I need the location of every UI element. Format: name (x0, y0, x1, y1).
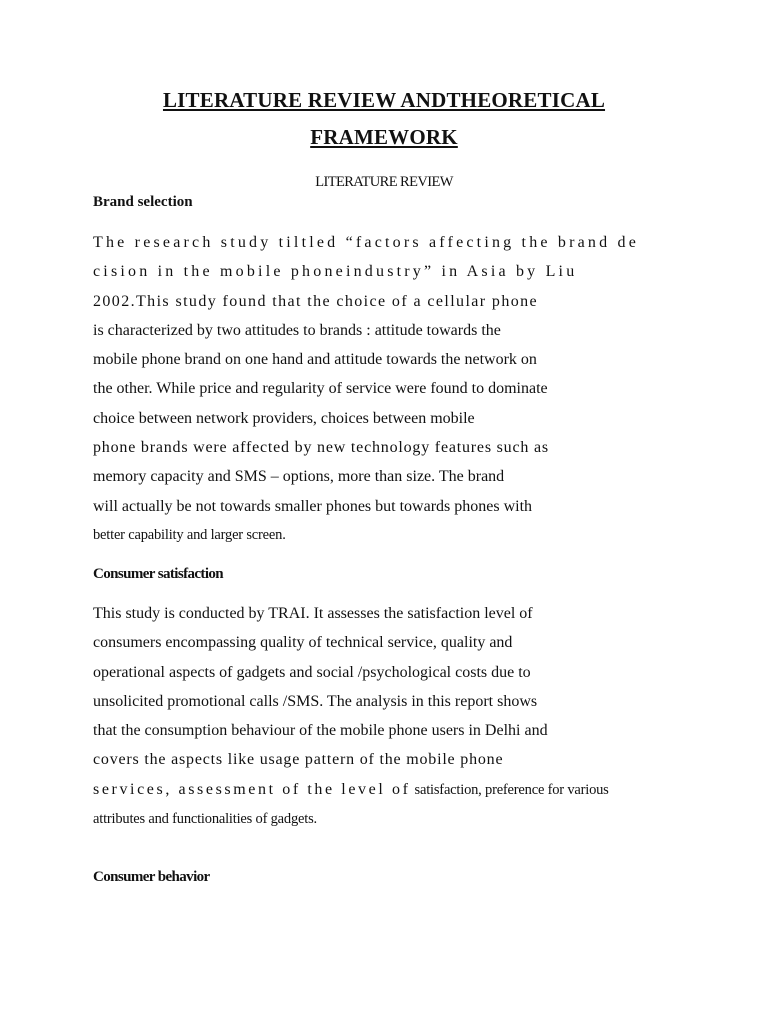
text-line: better capability and larger screen. (93, 526, 286, 543)
text-line: choice between network providers, choices between mobile (93, 409, 475, 427)
paragraph-brand-selection (93, 228, 693, 550)
text-line: attributes and functionalities of gadgets. (93, 811, 317, 828)
text-line: will actually be not towards smaller phones but towards phones with (93, 497, 533, 515)
heading-brand-selection: Brand selection (93, 194, 193, 210)
text-line: unsolicited promotional calls /SMS. The analysis in this report shows (93, 692, 538, 710)
heading-consumer-behavior: Consumer behavior (93, 869, 210, 885)
text-line (93, 775, 693, 805)
text-line: is characterized by two attitudes to brands : attitude towards the (93, 321, 501, 339)
text-line-segment: services, assessment of the level of (93, 780, 411, 798)
section-subtitle: LITERATURE REVIEW (315, 174, 453, 190)
text-line: cision in the mobile phoneindustry” in Asia by Liu (93, 263, 578, 281)
text-line-segment: satisfaction, preference for various (414, 781, 609, 798)
text-line: memory capacity and SMS – options, more than size. The brand (93, 468, 505, 486)
text-line: 2002.This study found that the choice of a cellular phone (93, 292, 539, 310)
text-line: consumers encompassing quality of technical service, quality and (93, 634, 513, 652)
text-line: This study is conducted by TRAI. It assesses the satisfaction level of (93, 605, 533, 622)
text-line: operational aspects of gadgets and social /psychological costs due to (93, 663, 531, 681)
text-line: The research study tiltled “factors affecting the brand de (93, 234, 640, 251)
paragraph-consumer-satisfaction (93, 599, 693, 834)
document-title-line-2: FRAMEWORK (310, 125, 458, 149)
text-line: mobile phone brand on one hand and attitude towards the network on (93, 351, 537, 369)
text-line: that the consumption behaviour of the mobile phone users in Delhi and (93, 722, 548, 740)
heading-consumer-satisfaction: Consumer satisfaction (93, 566, 224, 582)
text-line: covers the aspects like usage pattern of the mobile phone (93, 751, 504, 769)
document-title-line-1: LITERATURE REVIEW ANDTHEORETICAL (162, 88, 606, 112)
text-line: the other. While price and regularity of service were found to dominate (93, 380, 548, 398)
text-line: phone brands were affected by new technology features such as (93, 439, 549, 457)
